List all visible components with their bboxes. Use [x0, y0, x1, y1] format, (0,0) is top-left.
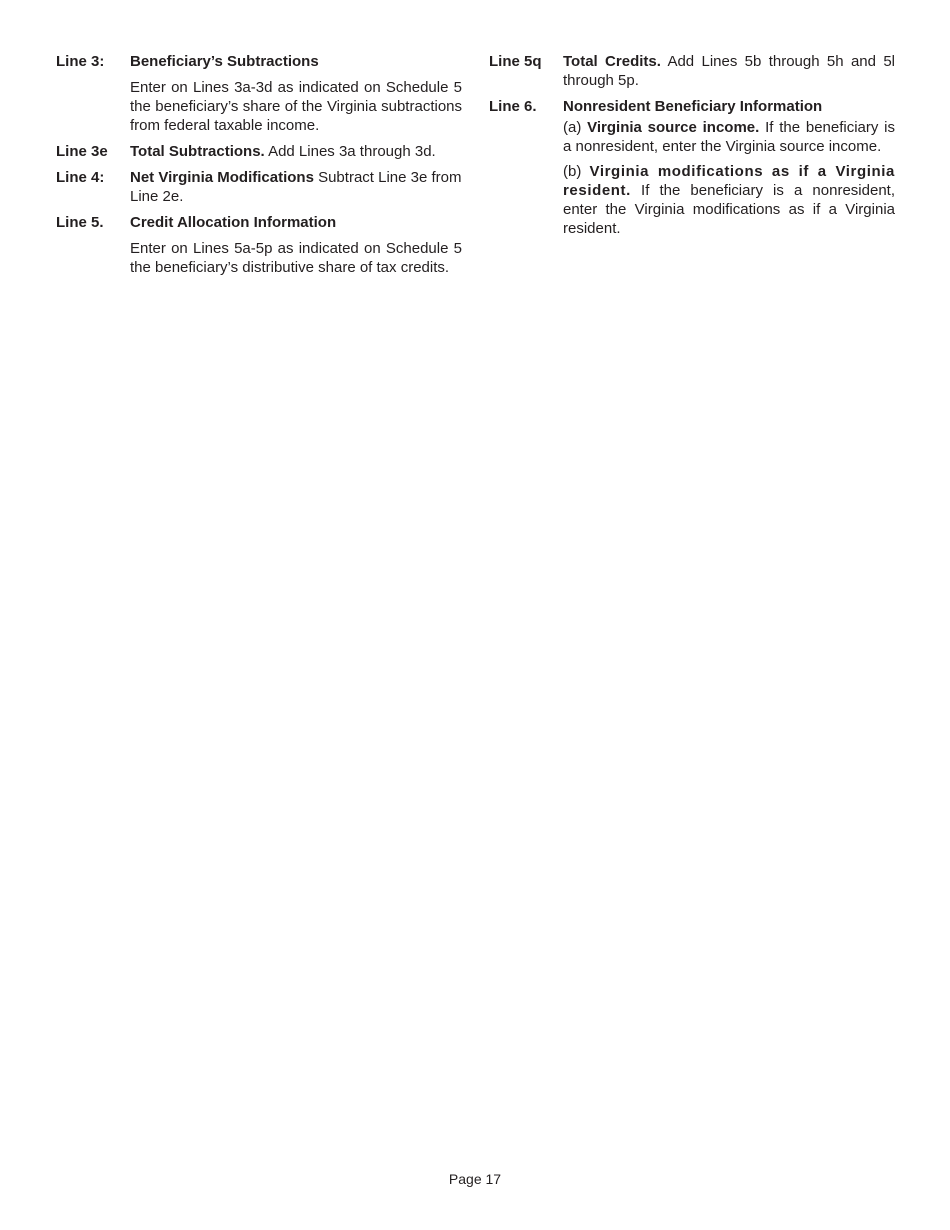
line-5q-body	[563, 52, 895, 90]
line-3e-bold: Total Subtractions.	[130, 143, 265, 160]
right-column	[489, 52, 895, 245]
line-3-text-block	[130, 78, 462, 135]
line-6a-prefix: (a)	[563, 119, 588, 136]
line-6a-text: If the beneficiary is a nonresident, enter the Virginia source income.	[563, 119, 896, 155]
line-3-heading: Beneficiary’s Subtractions	[130, 53, 319, 70]
line-5q-bold: Total Credits.	[563, 53, 661, 70]
line-5q-label: Line 5q	[489, 53, 542, 70]
line-5-label: Line 5.	[56, 214, 104, 231]
line-4-entry	[56, 168, 462, 206]
line-3-label: Line 3:	[56, 53, 105, 70]
line-6-text-block	[563, 118, 895, 238]
line-5q-text: Add Lines 5b through 5h and 5l through 5p.	[563, 53, 896, 89]
line-3e-text: Add Lines 3a through 3d.	[264, 143, 436, 160]
line-5-text-block	[130, 239, 462, 277]
line-5-heading: Credit Allocation Information	[130, 214, 337, 231]
line-6-label: Line 6.	[489, 98, 537, 115]
line-5-entry	[56, 213, 462, 232]
line-6-entry	[489, 97, 895, 116]
line-3-text: Enter on Lines 3a-3d as indicated on Schedule 5 the beneficiary’s share of the Virginia subtractions from federal taxable income.	[130, 79, 462, 134]
left-column	[56, 52, 462, 284]
line-6a-bold: Virginia source income.	[587, 119, 760, 136]
line-4-body	[130, 168, 462, 206]
line-4-label: Line 4:	[56, 169, 105, 186]
line-6b-paragraph	[563, 162, 895, 238]
line-3e-body	[130, 142, 462, 161]
line-5q-entry	[489, 52, 895, 90]
line-6b-text: If the beneficiary is a nonresident, enter the Virginia modifications as if a Virginia resident.	[563, 182, 895, 237]
page-number: Page 17	[448, 1171, 502, 1187]
line-4-text: Subtract Line 3e from Line 2e.	[130, 169, 462, 205]
line-3e-label: Line 3e	[56, 143, 108, 160]
line-6b-bold: Virginia modifications as if a Virginia resident.	[563, 163, 895, 199]
line-6b-prefix: (b)	[563, 163, 590, 180]
line-4-bold: Net Virginia Modifications	[130, 169, 314, 186]
line-5-text: Enter on Lines 5a-5p as indicated on Schedule 5 the beneficiary’s distributive share of tax credits.	[130, 240, 462, 276]
line-3e-entry	[56, 142, 462, 161]
line-3-entry	[56, 52, 462, 71]
line-6a-paragraph	[563, 118, 895, 156]
line-6-heading: Nonresident Beneficiary Information	[563, 98, 823, 115]
